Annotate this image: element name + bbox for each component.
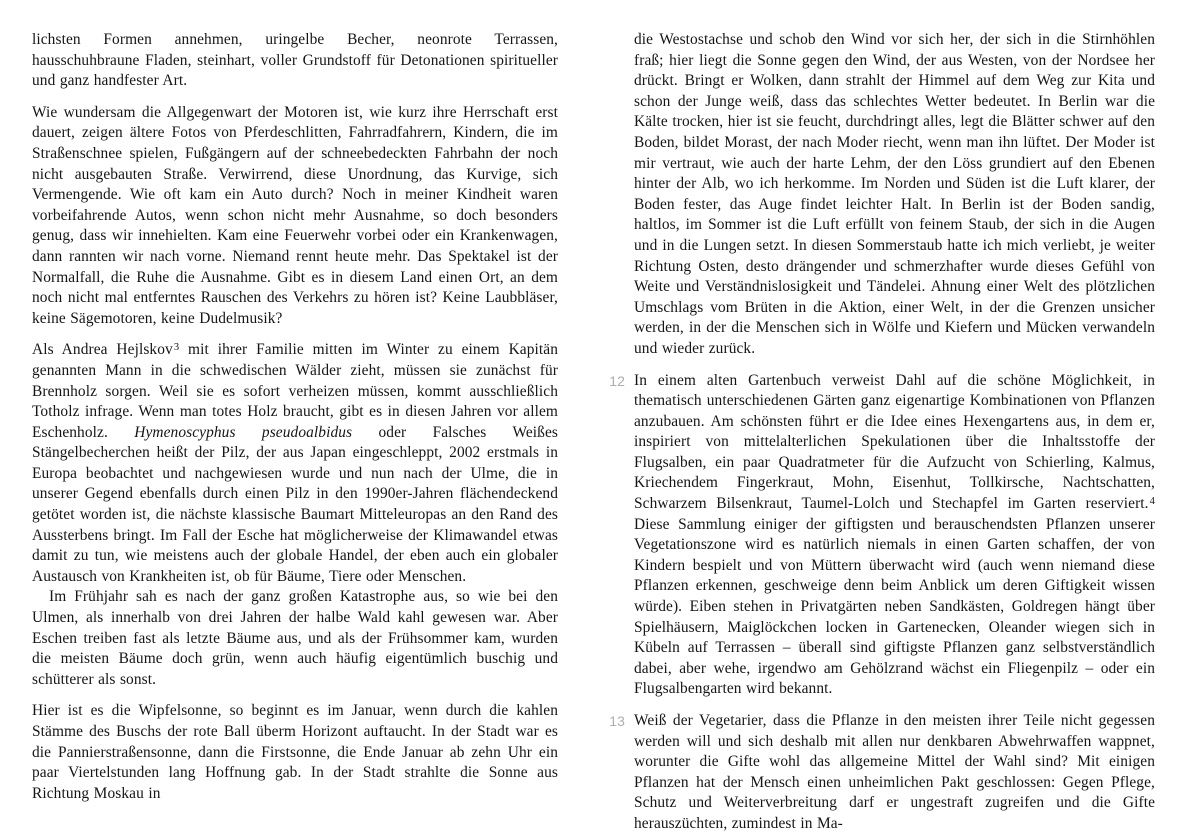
body-text: Weiß der Vegetarier, dass die Pflanze in den meisten ihrer Teile nicht gegessen werden will und sich deshalb mit allen nur denkbaren Abwehrwaffen wappnet, worunter die Gifte wohl das allgemeine Mittel der Wahl sind? Mit einigen Pflanzen hat der Mensch einen unheimlichen Pakt geschlossen: Gegen Pflege, Schutz und Weiterverbreitung darf er ungestraft zugreifen und die Gifte herauszüchten, zumindest in Ma-	[634, 712, 1155, 832]
body-text: In einem alten Gartenbuch verweist Dahl auf die schöne Möglichkeit, in thematisch unterschiedenen Gärten ganz eigenartige Kombinationen von Pflanzen anzubauen. Am schönsten führt er die Idee eines Hexengartens aus, in dem er, inspiriert von mittelalterlichen Spekulationen über die Inhaltsstoffe der Flugsalben, ein paar Quadratmeter für die Aufzucht von Schierling, Kalmus, Kriechendem Fingerkraut, Mohn, Eisenhut, Tollkirsche, Nachtschatten, Schwarzem Bilsenkraut, Taumel-Lolch und Stechapfel im Garten reserviert.	[634, 371, 1155, 513]
body-text: Als Andrea Hejlskov	[32, 341, 173, 359]
paragraph	[32, 340, 558, 587]
paragraph-number: 12	[609, 372, 625, 389]
paragraph	[609, 711, 1155, 835]
paragraph-number: 13	[609, 713, 625, 729]
paragraph	[32, 587, 558, 690]
paragraph	[32, 103, 558, 330]
body-text: Wie wundersam die Allgegenwart der Motoren ist, wie kurz ihre Herrschaft erst dauert, zeigen ältere Fotos von Pferdeschlitten, Fahrradfahrern, Kindern, die im Straßenschnee spielen, Fußgängern auf der schneebedeckten Fahrbahn der noch nicht ausgebauten Straße. Verwirrend, diese Unordnung, das Kurvige, sich Vermengende. Wie oft kam ein Auto durch? Noch in meiner Kindheit waren vorbeifahrende Autos, wenn schon nicht mehr Ausnahme, so doch besonders genug, dass wir innehielten. Kam eine Feuerwehr vorbei oder ein Krankenwagen, dann rannten wir nach vorne. Niemand rennt heute mehr. Das Spektakel ist der Normalfall, die Ruhe die Ausnahme. Gibt es in diesem Land einen Ort, an dem noch nicht mal entferntes Rauschen des Verkehrs zu hören ist? Keine Laubbläser, keine Sägemotoren, keine Dudelmusik?	[32, 103, 558, 327]
footnote-marker[interactable]: 3	[173, 342, 180, 354]
paragraph	[32, 30, 558, 92]
left-page-text-column	[32, 30, 558, 804]
paragraph	[634, 30, 1155, 360]
body-text: oder Falsches Weißes Stängelbecherchen heißt der Pilz, der aus Japan eingeschleppt, 2002 erstmals in Europa beobachtet und nachgewiesen wurde und nun nach der Ulme, die in unserer Gegend ebenfalls durch einen Pilz in den 1990er-Jahren flächendeckend getötet worden ist, die nächste klassische Baumart Mitteleuropas an den Rand des Aussterbens bringt. Im Fall der Esche hat möglicherweise der Klimawandel etwas damit zu tun, wie meistens auch der globale Handel, der eben auch ein globaler Austausch von Krankheiten ist, ob für Bäume, Tiere oder Menschen.	[32, 423, 558, 585]
paragraph	[609, 371, 1155, 701]
body-text: die Westostachse und schob den Wind vor sich her, der sich in die Stirnhöhlen fraß; hier liegt die Sonne gegen den Wind, der aus Westen, von der Nordsee her drückt. Bringt er Wolken, dann strahlt der Himmel auf dem Weg zur Kita und schon der Junge weiß, dass das schlechtes Wetter bedeutet. In Berlin war die Kälte trocken, hier ist sie feucht, durchdringt alles, legt die Blätter schwer auf den Boden, bildet Morast, der nach Moder riecht, wenn man ihn lüftet. Der Moder ist mir vertraut, wie auch der harte Lehm, der den Löss grundiert auf den Ebenen hinter der Alb, wo ich herkomme. Im Norden und Süden ist die Luft klarer, der Boden fester, das Auge findet leichter Halt. In Berlin ist der Boden sandig, haltlos, im Sommer ist die Luft erfüllt von feinem Staub, der sich in die Augen und in die Lungen setzt. In diesen Sommerstaub hatte ich mich verliebt, je weiter Richtung Osten, desto drängender und schmerzhafter wurde dieses Gefühl von Weite und Verständnislosigkeit und Tändelei. Ahnung einer Welt des plötzlichen Umschlags vom Brüten in die Aktion, einer Welt, in der die Grenzen unsicher werden, in der die Menschen sich in Wölfe und Kiefern und Mücken verwandeln und wieder zurück.	[634, 31, 1155, 357]
right-page-text-column	[609, 30, 1155, 835]
clipped-margin-mark	[0, 568, 5, 581]
species-name-italic: Hymenoscyphus pseudoalbidus	[134, 423, 353, 441]
paragraph	[32, 701, 558, 804]
body-text: Hier ist es die Wipfelsonne, so beginnt es im Januar, wenn durch die kahlen Stämme des Buschs der rote Ball überm Horizont auftaucht. In der Stadt war es die Pannierstraßensonne, dann die Firstsonne, die Ende Januar ab zehn Uhr ein paar Viertelstunden lang Hoffnung gab. In der Stadt strahlte die Sonne aus Richtung Moskau in	[32, 702, 558, 802]
body-text: lichsten Formen annehmen, uringelbe Becher, neonrote Terrassen, hausschuhbraune Fladen, steinhart, voller Grundstoff für Detonationen spiritueller und ganz handfester Art.	[32, 31, 558, 90]
body-text: Diese Sammlung einiger der giftigsten und berauschendsten Pflanzen unserer Vegetationszone wird es natürlich niemals in einen Garten schaffen, der von Kindern bespielt und von Müttern überwacht wird (auch wenn niemand diese Pflanzen erkennen, geschweige denn beim Anblick um deren Giftigkeit wissen würde). Eiben stehen in Privatgärten neben Sandkästen, Goldregen hängt über Spielhäusern, Maiglöckchen locken in Gartenecken, Oleander wiegen sich in Kübeln auf Terrassen – überall sind giftigste Pflanzen ganz selbstverständlich dabei, aber wehe, irgendwo am Gehölzrand wächst ein Fliegenpilz – oder ein Flugsalbengarten wird bekannt.	[634, 515, 1155, 698]
footnote-marker[interactable]: 4	[1149, 496, 1155, 508]
body-text: Im Frühjahr sah es nach der ganz großen Katastrophe aus, so wie bei den Ulmen, als innerhalb von drei Jahren der halbe Wald kahl gewesen war. Aber Eschen treiben fast als letzte Bäume aus, und als der Frühsommer kam, wurden die meisten Bäume doch grün, wenn auch häufig eigentümlich buschig und schütterer als sonst.	[32, 588, 558, 688]
body-text: mit ihrer Familie mitten im Winter zu einem Kapitän genannten Mann in die schwedischen Wälder zieht, müssen sie zunächst für Brennholz sorgen. Weil sie es sofort verheizen müssen, kommt ausschließlich Totholz infrage. Wenn man totes Holz braucht, gibt es in diesen Jahren vor allem Eschenholz.	[32, 341, 559, 441]
